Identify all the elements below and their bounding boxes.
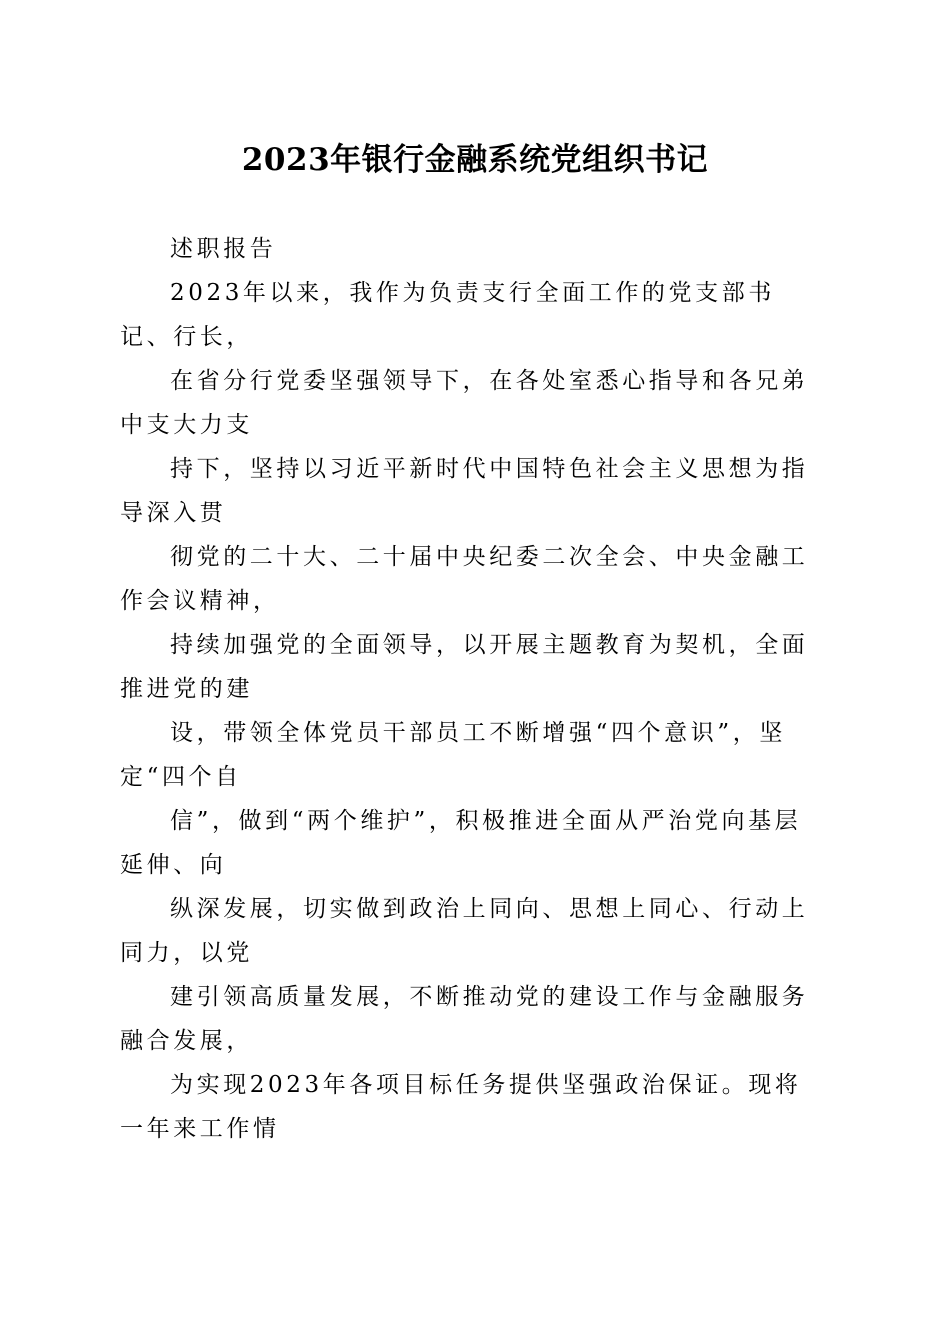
paragraph: 2023年以来，我作为负责支行全面工作的党支部书记、行长， — [120, 280, 775, 350]
paragraph: 为实现2023年各项目标任务提供坚强政治保证。现将一年来工作情 — [120, 1072, 802, 1142]
paragraph: 在省分行党委坚强领导下，在各处室悉心指导和各兄弟中支大力支 — [120, 368, 809, 438]
paragraph: 设，带领全体党员干部员工不断增强“四个意识”，坚定“四个自 — [120, 720, 786, 790]
paragraph: 信”，做到“两个维护”，积极推进全面从严治党向基层延伸、向 — [120, 808, 802, 878]
document-body — [120, 227, 826, 1151]
paragraph: 持续加强党的全面领导，以开展主题教育为契机，全面推进党的建 — [120, 632, 809, 702]
paragraph: 彻党的二十大、二十届中央纪委二次全会、中央金融工作会议精神， — [120, 544, 809, 614]
paragraph: 建引领高质量发展，不断推动党的建设工作与金融服务融合发展， — [120, 984, 809, 1054]
paragraph: 述职报告 — [170, 236, 277, 262]
document-title: 2023年银行金融系统党组织书记 — [241, 142, 709, 178]
paragraph: 持下，坚持以习近平新时代中国特色社会主义思想为指导深入贯 — [120, 456, 809, 526]
paragraph: 纵深发展，切实做到政治上同向、思想上同心、行动上同力，以党 — [120, 896, 809, 966]
